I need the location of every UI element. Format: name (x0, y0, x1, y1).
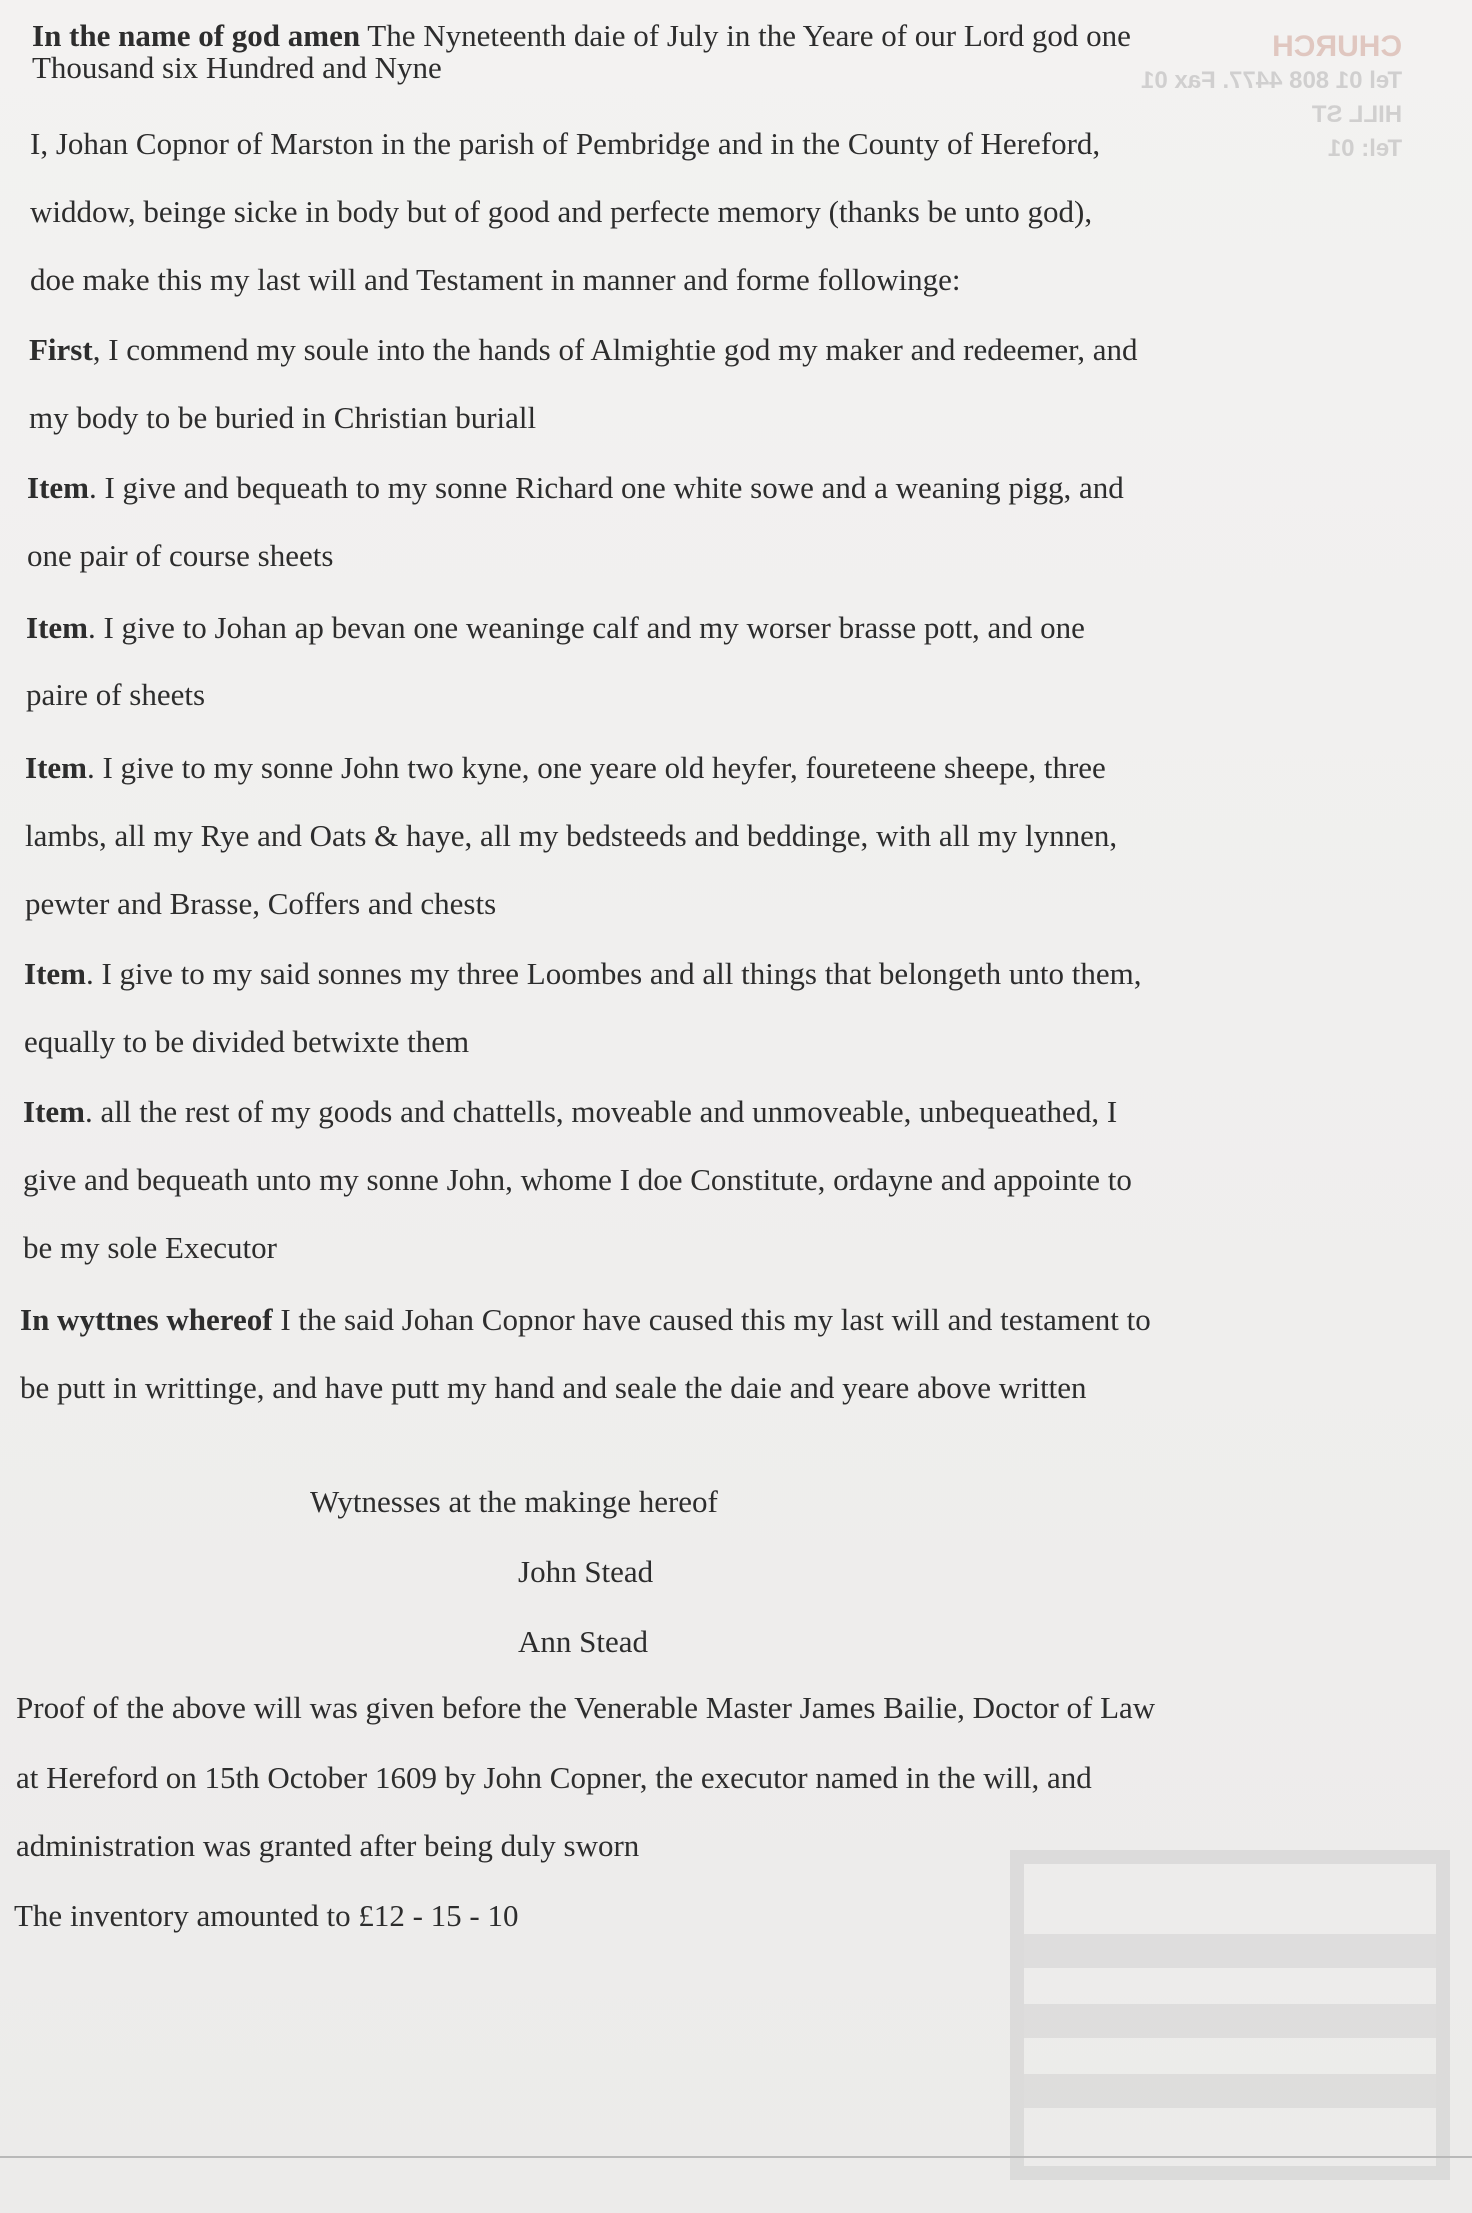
proof-line-2: at Hereford on 15th October 1609 by John Copner, the executor named in the will, and (16, 1760, 1092, 1795)
item2-line-1 (26, 610, 1085, 646)
item1-line-1 (27, 470, 1124, 506)
proof-line-3: administration was granted after being duly sworn (16, 1828, 640, 1863)
testator-line-2: widdow, beinge sicke in body but of good and perfecte memory (thanks be unto god), (30, 194, 1093, 229)
proof-line-1: Proof of the above will was given before the Venerable Master James Bailie, Doctor of Law (16, 1690, 1156, 1725)
clause-heading: Item (24, 956, 86, 991)
bleed-through-letterhead (1141, 30, 1402, 166)
item3-line-3: pewter and Brasse, Coffers and chests (25, 886, 497, 921)
clause-text: . all the rest of my goods and chattells, moveable and unmoveable, unbequeathed, I (84, 1094, 1118, 1129)
attestation-line-1 (20, 1302, 1151, 1338)
clause-text: . I give to my said sonnes my three Loombes and all things that belongeth unto them, (85, 956, 1142, 991)
ghost-line-2: Tel 01 808 4477. Fax 01 (1140, 67, 1402, 94)
witness-heading: Wytnesses at the makinge hereof (310, 1484, 718, 1519)
clause-heading: Item (23, 1094, 85, 1129)
preamble-heading: In the name of god amen (32, 18, 361, 53)
testator-line-1: I, Johan Copnor of Marston in the parish of Pembridge and in the County of Hereford, (30, 126, 1101, 161)
clause-heading: Item (26, 610, 88, 645)
first-clause-line-2: my body to be buried in Christian buriall (29, 400, 537, 435)
preamble-line-1 (32, 18, 1131, 54)
page-divider (0, 2156, 1472, 2158)
clause-text: . I give to my sonne John two kyne, one yeare old heyfer, foureteene sheepe, three (86, 750, 1106, 785)
item3-line-1 (25, 750, 1106, 786)
ghost-line-1: CHURCH (1272, 30, 1402, 63)
inventory-line: The inventory amounted to £12 - 15 - 10 (14, 1898, 519, 1933)
item4-line-2: equally to be divided betwixte them (24, 1024, 470, 1059)
item5-line-1 (23, 1094, 1117, 1130)
clause-heading: In wyttnes whereof (20, 1302, 273, 1337)
stamp-band (1024, 2074, 1436, 2108)
stamp-band (1024, 1934, 1436, 1968)
item2-line-2: paire of sheets (26, 677, 206, 712)
preamble-line-2: Thousand six Hundred and Nyne (32, 50, 442, 85)
stamp-band (1024, 2004, 1436, 2038)
item4-line-1 (24, 956, 1142, 992)
clause-heading: First (29, 332, 93, 367)
testator-line-3: doe make this my last will and Testament in manner and forme followinge: (30, 262, 961, 297)
witness-name: Ann Stead (518, 1624, 649, 1659)
item3-line-2: lambs, all my Rye and Oats & haye, all my bedsteeds and beddinge, with all my lynnen, (25, 818, 1118, 853)
ghost-line-3: HILL ST (1311, 101, 1402, 128)
clause-text: , I commend my soule into the hands of Almightie god my maker and redeemer, and (92, 332, 1138, 367)
item5-line-3: be my sole Executor (23, 1230, 277, 1265)
bleed-through-stamp (1010, 1850, 1450, 2180)
ghost-line-4: Tel: 01 (1327, 135, 1402, 162)
item5-line-2: give and bequeath unto my sonne John, whome I doe Constitute, ordayne and appointe to (23, 1162, 1132, 1197)
first-clause-line-1 (29, 332, 1137, 368)
preamble-text: The Nyneteenth daie of July in the Yeare of our Lord god one (360, 18, 1131, 53)
clause-heading: Item (27, 470, 89, 505)
attestation-line-2: be putt in writtinge, and have putt my hand and seale the daie and yeare above written (20, 1370, 1087, 1405)
clause-text: . I give and bequeath to my sonne Richard one white sowe and a weaning pigg, and (88, 470, 1124, 505)
clause-text: I the said Johan Copnor have caused this my last will and testament to (272, 1302, 1151, 1337)
clause-heading: Item (25, 750, 87, 785)
witness-name: John Stead (518, 1554, 654, 1589)
clause-text: . I give to Johan ap bevan one weaninge calf and my worser brasse pott, and one (87, 610, 1085, 645)
item1-line-2: one pair of course sheets (27, 538, 334, 573)
